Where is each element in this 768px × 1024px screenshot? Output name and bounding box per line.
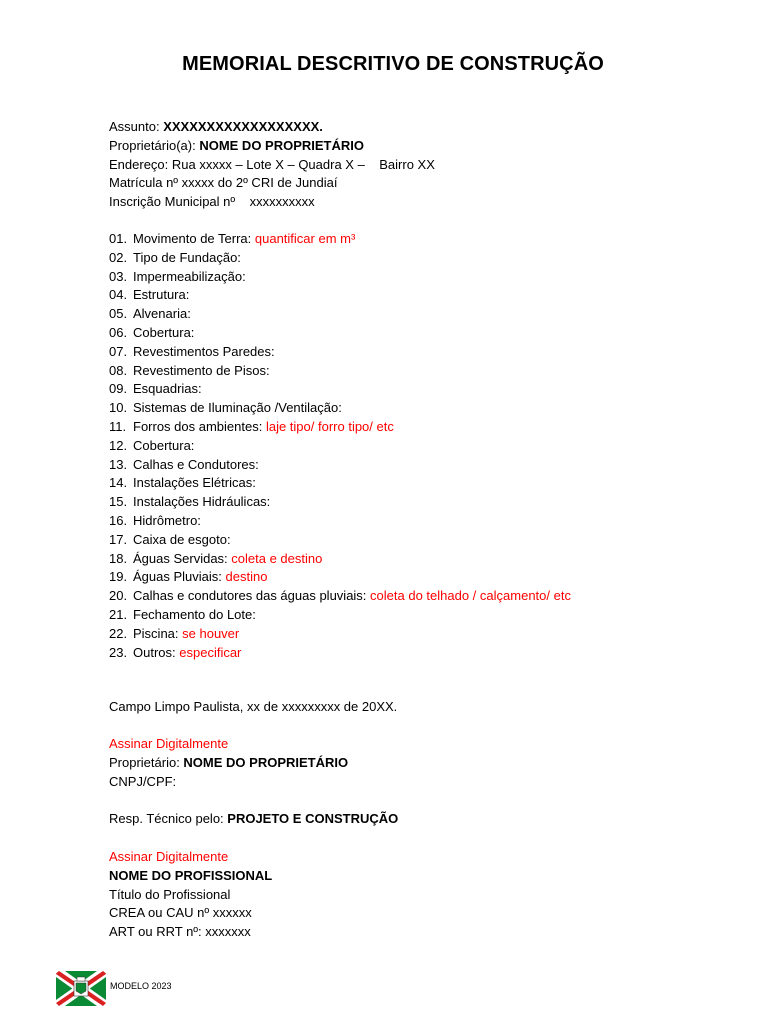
list-item — [109, 380, 571, 399]
professional-title: Título do Profissional — [109, 886, 231, 902]
item-label: Revestimentos Paredes: — [133, 343, 275, 359]
item-number: 04. — [109, 287, 128, 303]
list-item — [109, 493, 571, 512]
item-note: se houver — [182, 625, 240, 641]
sign-note: Assinar Digitalmente — [109, 736, 229, 751]
item-label: Movimento de Terra: — [133, 231, 255, 246]
crea-line: CREA ou CAU nº xxxxxx — [109, 905, 252, 921]
item-number: 20. — [109, 588, 128, 604]
owner-signature-block — [109, 735, 348, 791]
item-label: Forros dos ambientes: — [133, 418, 266, 434]
page-title: MEMORIAL DESCRITIVO DE CONSTRUÇÃO — [182, 53, 604, 75]
items-list — [109, 230, 571, 662]
list-item — [109, 587, 571, 606]
item-label: Estrutura: — [133, 287, 190, 303]
item-number: 19. — [109, 569, 128, 585]
list-item — [109, 399, 571, 418]
item-number: 01. — [109, 231, 128, 246]
item-label: Impermeabilização: — [133, 268, 246, 284]
item-label: Piscina: — [133, 625, 183, 641]
professional-signature-block — [109, 848, 272, 942]
item-note: laje tipo/ forro tipo/ etc — [265, 418, 394, 434]
list-item — [109, 418, 571, 437]
document-header — [109, 118, 435, 212]
item-number: 08. — [109, 362, 128, 378]
item-note: especificar — [179, 644, 242, 660]
technical-responsibility: Resp. Técnico pelo: PROJETO E CONSTRUÇÃO — [109, 811, 399, 826]
list-item — [109, 437, 571, 456]
list-item — [109, 324, 571, 343]
item-label: Águas Servidas: — [133, 550, 232, 566]
owner-line: Proprietário(a): NOME DO PROPRIETÁRIO — [109, 137, 364, 153]
list-item — [109, 343, 571, 362]
item-number: 07. — [109, 343, 128, 359]
professional-name: NOME DO PROFISSIONAL — [109, 867, 273, 883]
address-line: Endereço: Rua xxxxx – Lote X – Quadra X – Bairro XX — [109, 156, 435, 172]
item-number: 21. — [109, 606, 128, 622]
item-label: Cobertura: — [133, 437, 195, 453]
item-number: 17. — [109, 531, 128, 547]
list-item — [109, 362, 571, 381]
item-label: Instalações Elétricas: — [133, 475, 256, 491]
list-item — [109, 568, 571, 587]
item-label: Sistemas de Iluminação /Ventilação: — [133, 400, 342, 416]
registry-line: Matrícula nº xxxxx do 2º CRI de Jundiaí — [109, 175, 338, 191]
item-note: destino — [225, 569, 268, 585]
item-number: 15. — [109, 494, 128, 510]
item-label: Caixa de esgoto: — [133, 531, 231, 547]
item-number: 06. — [109, 324, 128, 340]
item-number: 12. — [109, 437, 128, 453]
footer-label: MODELO 2023 — [110, 981, 172, 991]
resp-value: PROJETO E CONSTRUÇÃO — [227, 811, 399, 826]
item-label: Alvenaria: — [133, 306, 191, 322]
item-number: 22. — [109, 625, 128, 641]
list-item — [109, 644, 571, 663]
item-label: Revestimento de Pisos: — [133, 362, 270, 378]
item-number: 09. — [109, 381, 128, 397]
item-note: quantificar em m³ — [254, 231, 356, 246]
list-item — [109, 286, 571, 305]
municipal-flag-icon — [56, 971, 106, 1006]
place-date: Campo Limpo Paulista, xx de xxxxxxxxx de 20XX. — [109, 699, 398, 714]
item-label: Outros: — [133, 644, 180, 660]
list-item — [109, 249, 571, 268]
item-label: Calhas e condutores das águas pluviais: — [133, 588, 371, 604]
sign-note: Assinar Digitalmente — [109, 849, 229, 864]
list-item — [109, 550, 571, 569]
item-number: 18. — [109, 550, 128, 566]
subject-value: XXXXXXXXXXXXXXXXXX. — [163, 119, 323, 134]
item-label: Fechamento do Lote: — [133, 606, 256, 622]
owner-signature-line: Proprietário: NOME DO PROPRIETÁRIO — [109, 754, 349, 770]
list-item — [109, 625, 571, 644]
item-label: Cobertura: — [133, 324, 195, 340]
item-number: 03. — [109, 268, 128, 284]
item-label: Esquadrias: — [133, 381, 202, 397]
item-label: Calhas e Condutores: — [133, 456, 259, 472]
item-label: Instalações Hidráulicas: — [133, 494, 271, 510]
item-number: 13. — [109, 456, 128, 472]
item-note: coleta e destino — [231, 550, 323, 566]
art-line: ART ou RRT nº: xxxxxxx — [109, 924, 251, 940]
item-number: 05. — [109, 306, 128, 322]
item-number: 11. — [109, 418, 127, 434]
item-label: Tipo de Fundação: — [133, 249, 241, 265]
subject-line: Assunto: XXXXXXXXXXXXXXXXXX. — [109, 119, 323, 134]
item-number: 14. — [109, 475, 128, 491]
owner-value: NOME DO PROPRIETÁRIO — [199, 137, 364, 153]
item-number: 10. — [109, 400, 128, 416]
list-item — [109, 268, 571, 287]
list-item — [109, 531, 571, 550]
item-note: coleta do telhado / calçamento/ etc — [370, 588, 571, 604]
list-item — [109, 606, 571, 625]
municipal-registration-line: Inscrição Municipal nº xxxxxxxxxx — [109, 194, 315, 210]
item-number: 23. — [109, 644, 128, 660]
item-label: Hidrômetro: — [133, 512, 201, 528]
item-label: Águas Pluviais: — [133, 569, 226, 585]
item-number: 02. — [109, 249, 128, 265]
list-item — [109, 230, 571, 249]
list-item — [109, 456, 571, 475]
cnpj-cpf-line: CNPJ/CPF: — [109, 773, 177, 789]
list-item — [109, 474, 571, 493]
item-number: 16. — [109, 512, 128, 528]
list-item — [109, 305, 571, 324]
list-item — [109, 512, 571, 531]
